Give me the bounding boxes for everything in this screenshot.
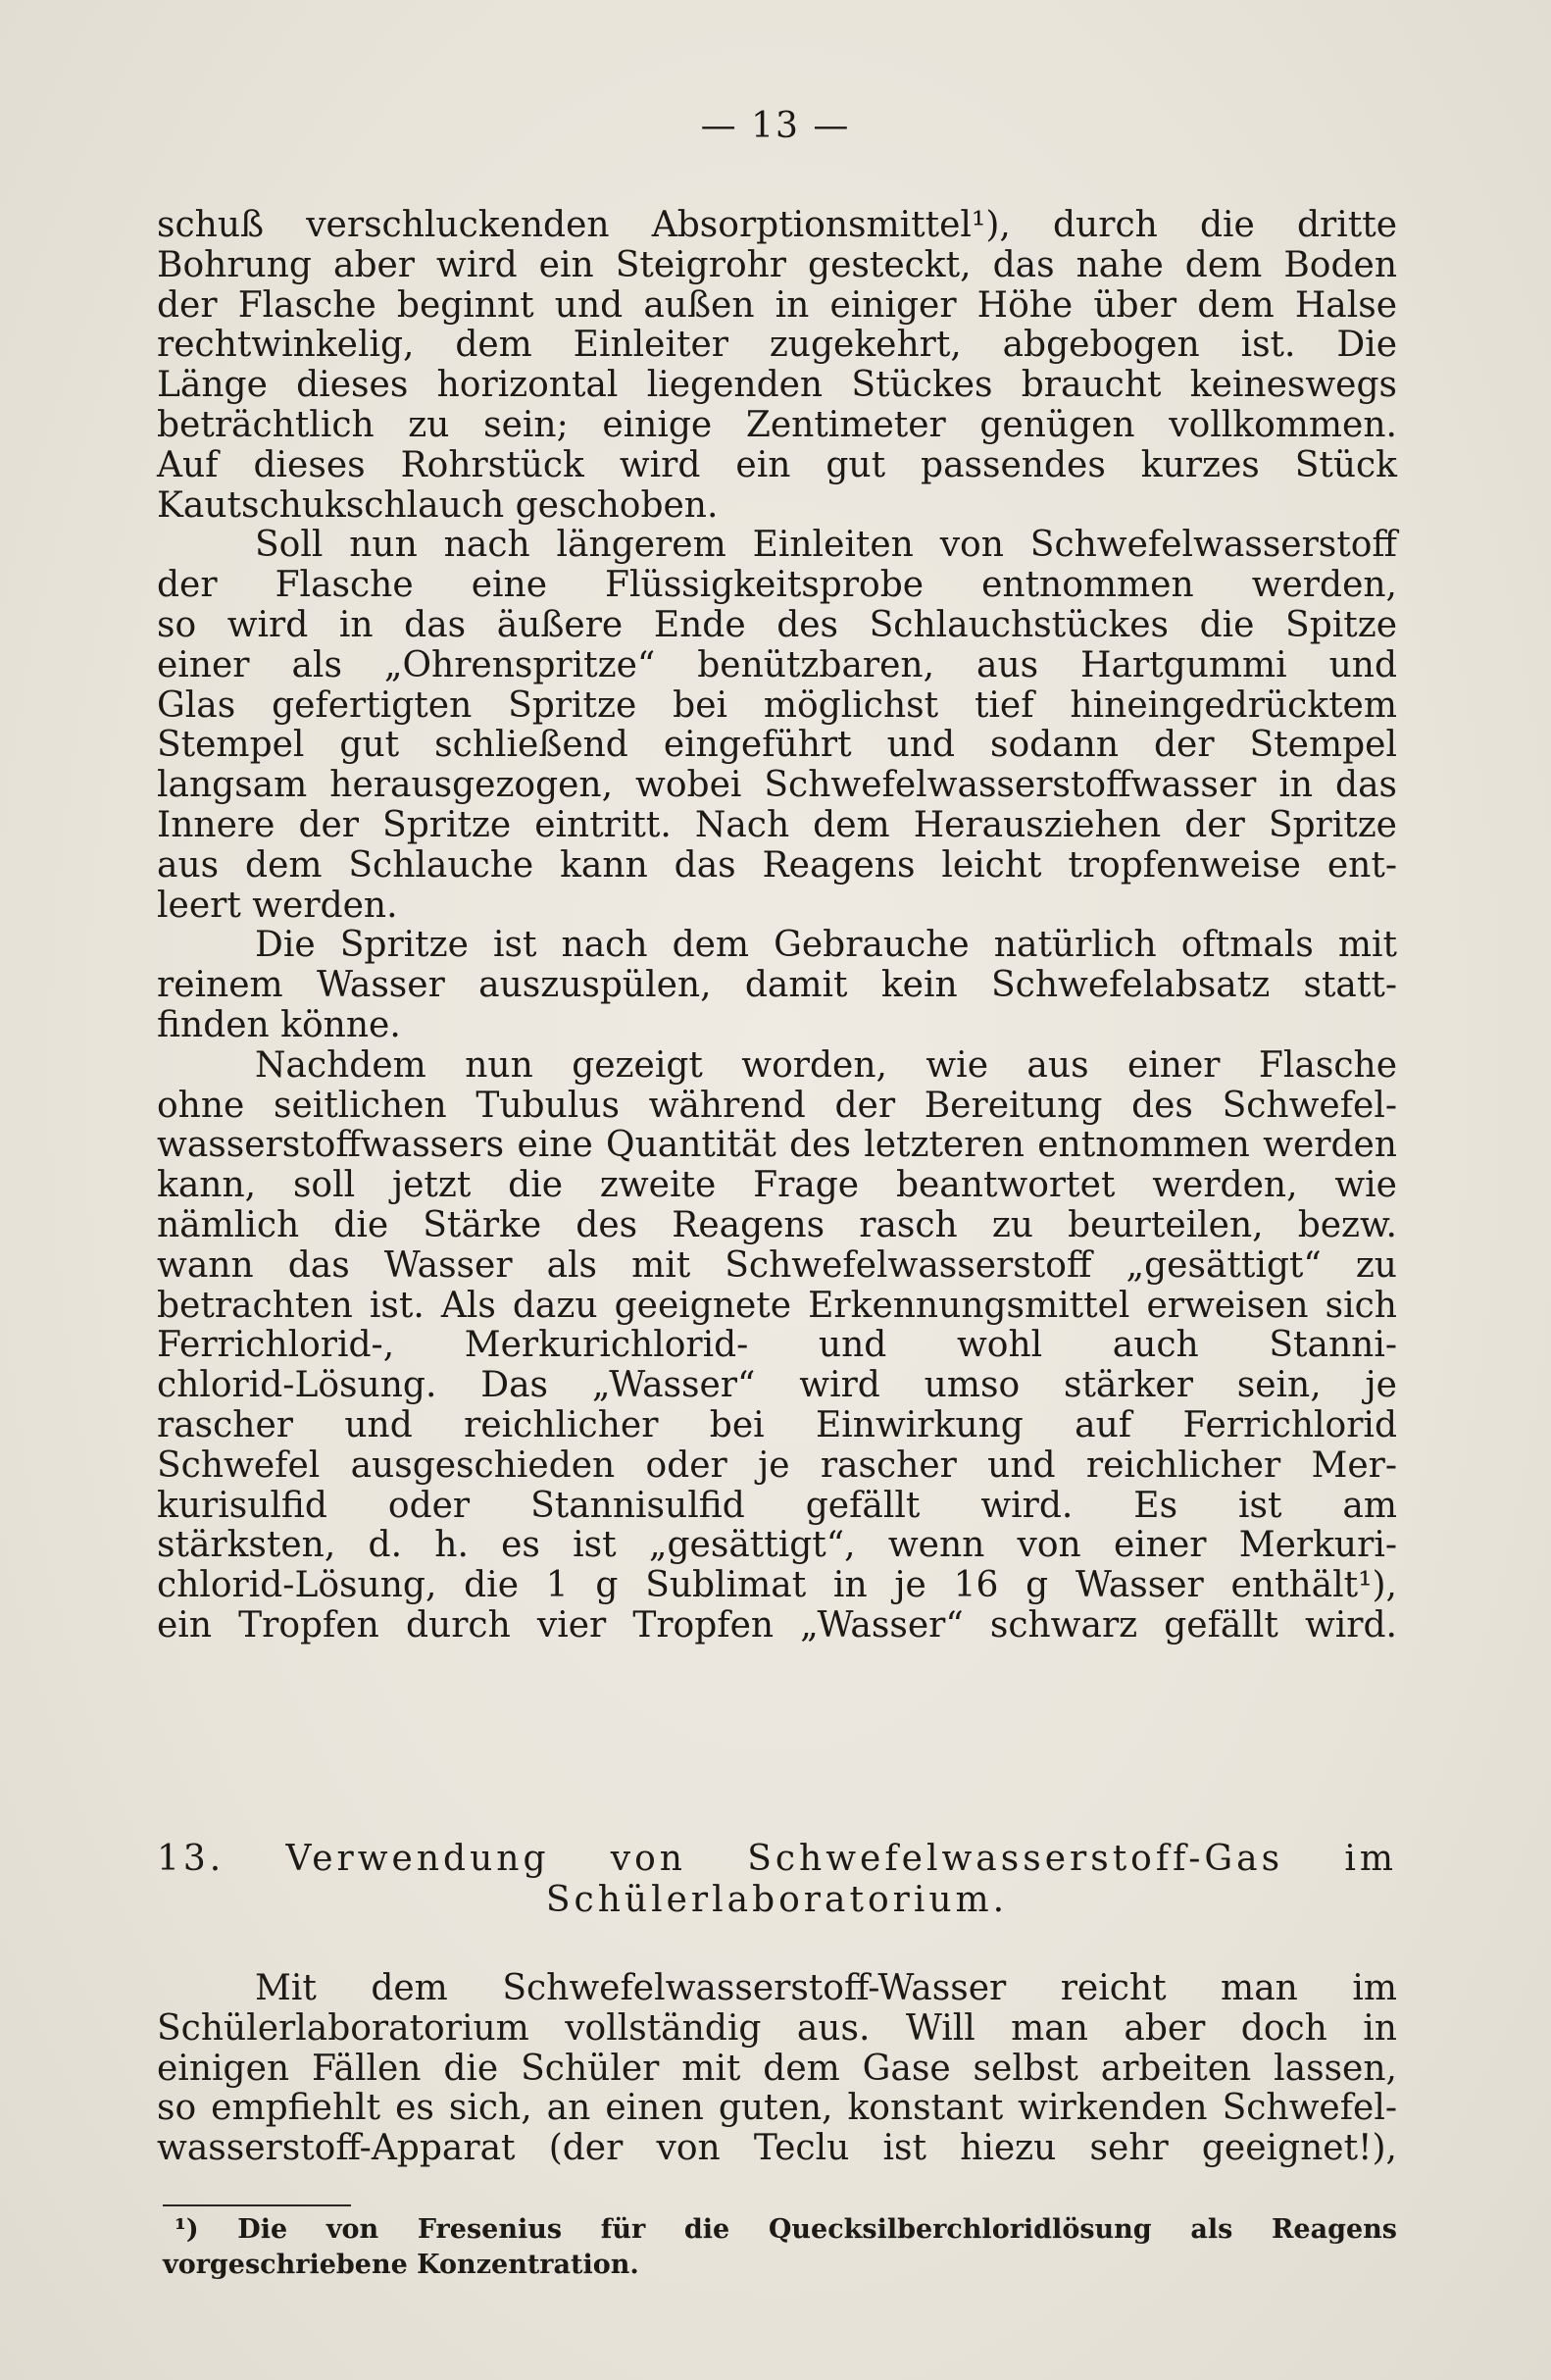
text-line: Bohrung aber wird ein Steigrohr gesteckt, das nahe dem Boden [157,244,1397,285]
text-line: kann, soll jetzt die zweite Frage beantwortet werden, wie [157,1165,1397,1206]
text-line: chlorid-Lösung, die 1 g Sublimat in je 16 g Wasser enthält¹), [157,1565,1397,1606]
section-number: 13. [157,1839,225,1879]
text-line: betrachten ist. Als dazu geeignete Erkennungsmittel erweisen sich [157,1285,1397,1326]
text-line: wann das Wasser als mit Schwefelwasserstoff „gesättigt“ zu [157,1244,1397,1286]
text-line: ohne seitlichen Tubulus während der Bereitung des Schwefel- [157,1085,1397,1126]
main-text [157,206,1397,1646]
text-line: Länge dieses horizontal liegenden Stückes braucht keineswegs [157,365,1397,406]
text-line: langsam herausgezogen, wobei Schwefelwasserstoffwasser in das [157,765,1397,806]
text-line: einigen Fällen die Schüler mit dem Gase selbst arbeiten lassen, [157,2048,1397,2089]
section-heading [157,1839,1397,1921]
text-line: rascher und reichlicher bei Einwirkung auf Ferrichlorid [157,1404,1397,1445]
text-line: leert werden. [157,885,398,926]
text-line: Schülerlaboratorium vollständig aus. Will man aber doch in [157,2007,1397,2049]
section-heading-line-1 [157,1839,1397,1880]
text-line: Nachdem nun gezeigt worden, wie aus einer Flasche [255,1044,1397,1086]
footnote-line: vorgeschriebene Konzentration. [163,2250,639,2280]
text-line: Die Spritze ist nach dem Gebrauche natürlich oftmals mit [255,925,1397,966]
text-line: reinem Wasser auszuspülen, damit kein Schwefelabsatz statt- [157,965,1397,1006]
text-line: rechtwinkelig, dem Einleiter zugekehrt, abgebogen ist. Die [157,325,1397,366]
text-line: Stempel gut schließend eingeführt und sodann der Stempel [157,725,1397,766]
footnote-line: ¹) Die von Fresenius für die Quecksilberchloridlösung als Reagens [175,2214,1397,2245]
text-line: Soll nun nach längerem Einleiten von Schwefelwasserstoff [255,525,1397,566]
text-line: Ferrichlorid-, Merkurichlorid- und wohl auch Stanni- [157,1325,1397,1366]
text-line: der Flasche beginnt und außen in einiger Höhe über dem Halse [157,284,1397,326]
text-line: Innere der Spritze eintritt. Nach dem Herausziehen der Spritze [157,804,1397,845]
text-line: aus dem Schlauche kann das Reagens leicht tropfenweise ent- [157,844,1397,886]
text-line: Mit dem Schwefelwasserstoff-Wasser reicht man im [255,1968,1397,2008]
text-line: so wird in das äußere Ende des Schlauchstückes die Spitze [157,604,1397,645]
section-heading-line-2: Schülerlaboratorium. [545,1880,1009,1920]
text-line: einer als „Ohrenspritze“ benützbaren, aus Hartgummi und [157,644,1397,685]
text-line: Kautschukschlauch geschoben. [157,484,719,526]
text-line: beträchtlich zu sein; einige Zentimeter genügen vollkommen. [157,404,1397,445]
text-line: wasserstoffwassers eine Quantität des letzteren entnommen werden [157,1125,1397,1166]
text-line: so empfiehlt es sich, an einen guten, konstant wirkenden Schwefel- [157,2088,1397,2129]
text-line: nämlich die Stärke des Reagens rasch zu beurteilen, bezw. [157,1204,1397,1245]
section-text [157,1969,1397,2169]
text-line: Schwefel ausgeschieden oder je rascher und reichlicher Mer- [157,1444,1397,1486]
footnote-rule [163,2204,351,2206]
heading-word: Verwendung [285,1839,550,1879]
heading-word: Schwefelwasserstoff-Gas [747,1839,1284,1879]
text-line: finden könne. [157,1004,401,1045]
text-line: chlorid-Lösung. Das „Wasser“ wird umso stärker sein, je [157,1365,1397,1406]
text-line: Glas gefertigten Spritze bei möglichst tief hineingedrücktem [157,684,1397,726]
heading-word: im [1344,1839,1397,1879]
text-line: ein Tropfen durch vier Tropfen „Wasser“ schwarz gefällt wird. [157,1604,1397,1646]
text-line: Auf dieses Rohrstück wird ein gut passendes kurzes Stück [157,444,1397,485]
text-line: stärksten, d. h. es ist „gesättigt“, wenn von einer Merkuri- [157,1525,1397,1566]
page-number: — 13 — [700,106,851,146]
text-line: wasserstoff-Apparat (der von Teclu ist hiezu sehr geeignet!), [157,2128,1397,2169]
heading-word: von [610,1839,686,1879]
text-line: der Flasche eine Flüssigkeitsprobe entnommen werden, [157,565,1397,606]
text-line: schuß verschluckenden Absorptionsmittel¹), durch die dritte [157,205,1397,245]
text-line: kurisulfid oder Stannisulfid gefällt wird. Es ist am [157,1485,1397,1526]
footnote [163,2212,1397,2283]
